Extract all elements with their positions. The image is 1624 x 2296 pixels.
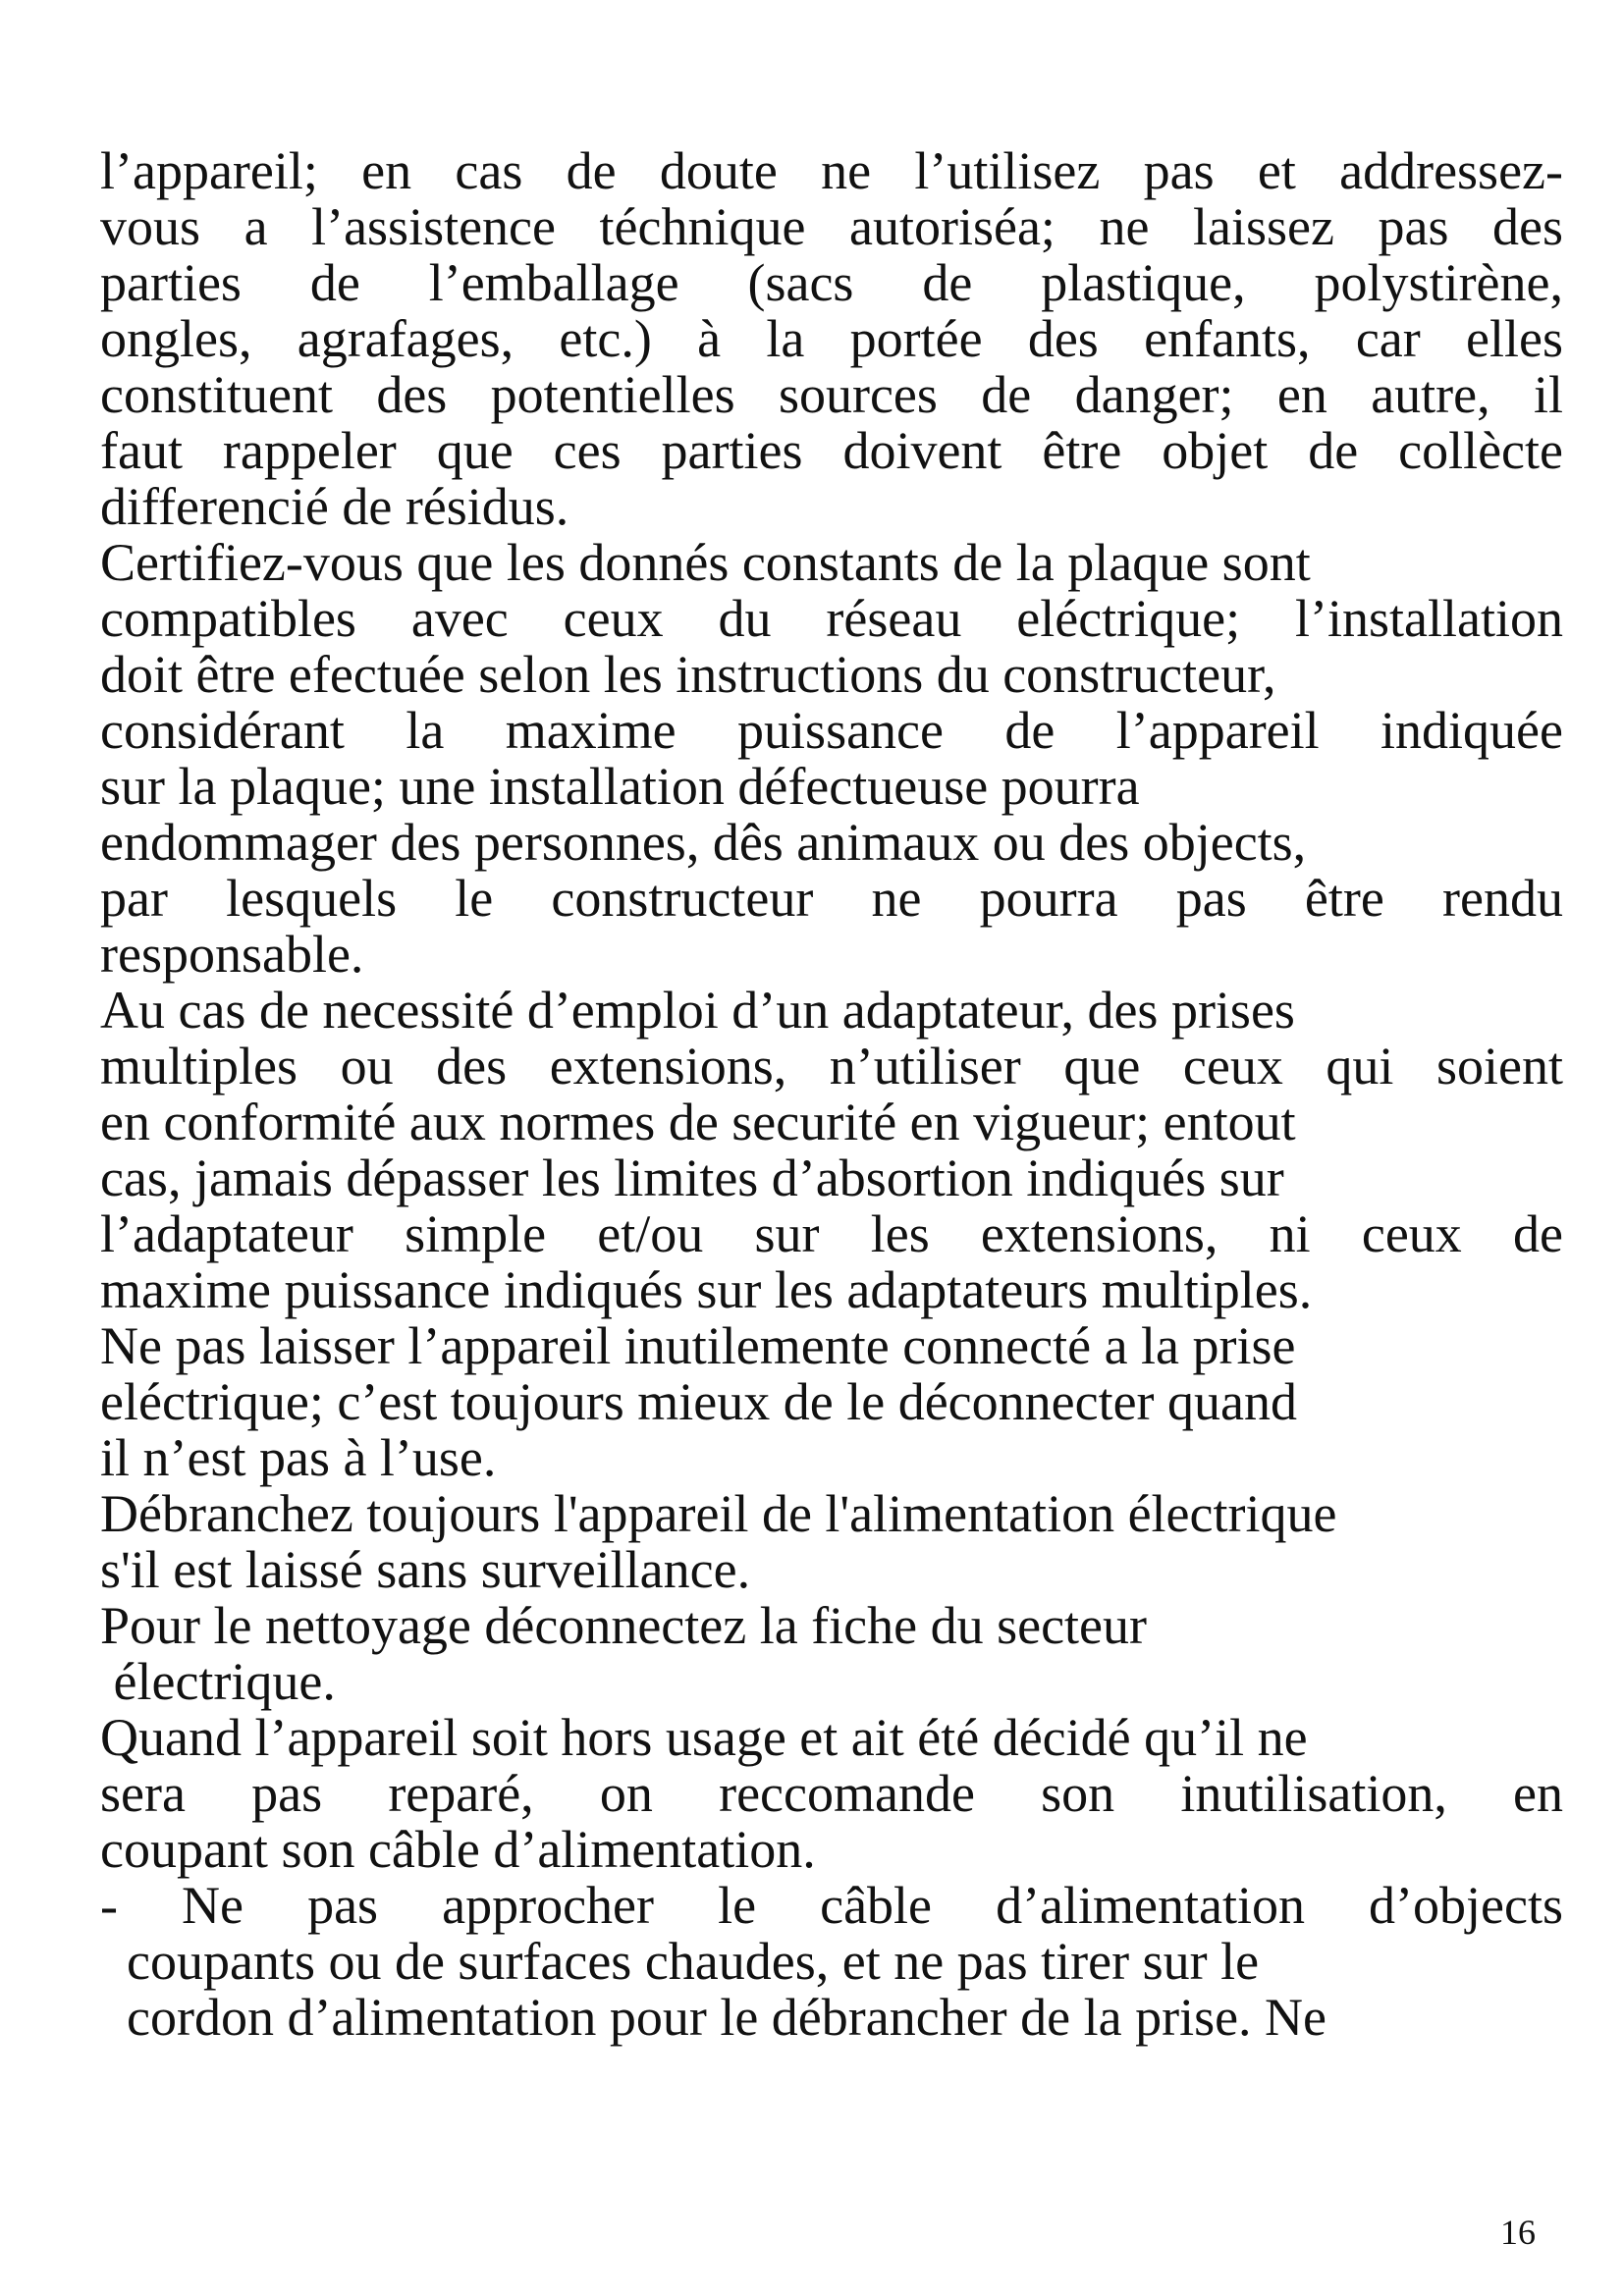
text-line: cas, jamais dépasser les limites d’absortion indiqués sur: [100, 1148, 1284, 1207]
text-line: sur la plaque; une installation défectueuse pourra: [100, 757, 1140, 816]
text-line: l’appareil; en cas de doute ne l’utilisez pas et addressez-: [100, 141, 1563, 200]
text-line: vous a l’assistence téchnique autoriséa; ne laissez pas des: [100, 197, 1563, 256]
text-line: Pour le nettoyage déconnectez la fiche du secteur: [100, 1596, 1147, 1655]
text-line: coupant son câble d’alimentation.: [100, 1820, 816, 1879]
text-line: il n’est pas à l’use.: [100, 1428, 497, 1487]
text-line: Certifiez-vous que les donnés constants de la plaque sont: [100, 533, 1311, 592]
text-line: faut rappeler que ces parties doivent être objet de collècte: [100, 421, 1563, 480]
text-line: l’adaptateur simple et/ou sur les extensions, ni ceux de: [100, 1204, 1563, 1263]
text-line: parties de l’emballage (sacs de plastique, polystirène,: [100, 253, 1563, 312]
text-line: ongles, agrafages, etc.) à la portée des enfants, car elles: [100, 309, 1563, 368]
text-line: - Ne pas approcher le câble d’alimentation d’objects: [100, 1876, 1563, 1935]
text-line: s'il est laissé sans surveillance.: [100, 1540, 751, 1599]
text-line: Ne pas laisser l’appareil inutilemente connecté a la prise: [100, 1316, 1296, 1375]
text-line: considérant la maxime puissance de l’appareil indiquée: [100, 701, 1563, 760]
text-line: eléctrique; c’est toujours mieux de le déconnecter quand: [100, 1372, 1298, 1431]
text-line: électrique.: [100, 1652, 336, 1711]
text-line: en conformité aux normes de securité en vigueur; entout: [100, 1093, 1296, 1151]
page-number: 16: [1500, 2213, 1536, 2252]
body-text: [100, 143, 1563, 2046]
text-line: par lesquels le constructeur ne pourra pas être rendu: [100, 869, 1563, 928]
text-line: maxime puissance indiqués sur les adaptateurs multiples.: [100, 1260, 1313, 1319]
text-line: differencié de résidus.: [100, 477, 569, 536]
text-line: Débranchez toujours l'appareil de l'alimentation électrique: [100, 1484, 1337, 1543]
text-line: Quand l’appareil soit hors usage et ait été décidé qu’il ne: [100, 1708, 1308, 1767]
text-line: doit être efectuée selon les instructions du constructeur,: [100, 645, 1276, 704]
text-line: sera pas reparé, on reccomande son inutilisation, en: [100, 1764, 1563, 1823]
text-line: multiples ou des extensions, n’utiliser que ceux qui soient: [100, 1037, 1563, 1095]
text-line: Au cas de necessité d’emploi d’un adaptateur, des prises: [100, 981, 1295, 1040]
text-line: endommager des personnes, dês animaux ou des objects,: [100, 813, 1307, 872]
text-line: responsable.: [100, 925, 364, 984]
text-line: cordon d’alimentation pour le débrancher de la prise. Ne: [100, 1988, 1327, 2047]
text-line: compatibles avec ceux du réseau eléctrique; l’installation: [100, 589, 1563, 648]
text-line: constituent des potentielles sources de danger; en autre, il: [100, 365, 1563, 424]
text-line: coupants ou de surfaces chaudes, et ne pas tirer sur le: [100, 1932, 1260, 1991]
